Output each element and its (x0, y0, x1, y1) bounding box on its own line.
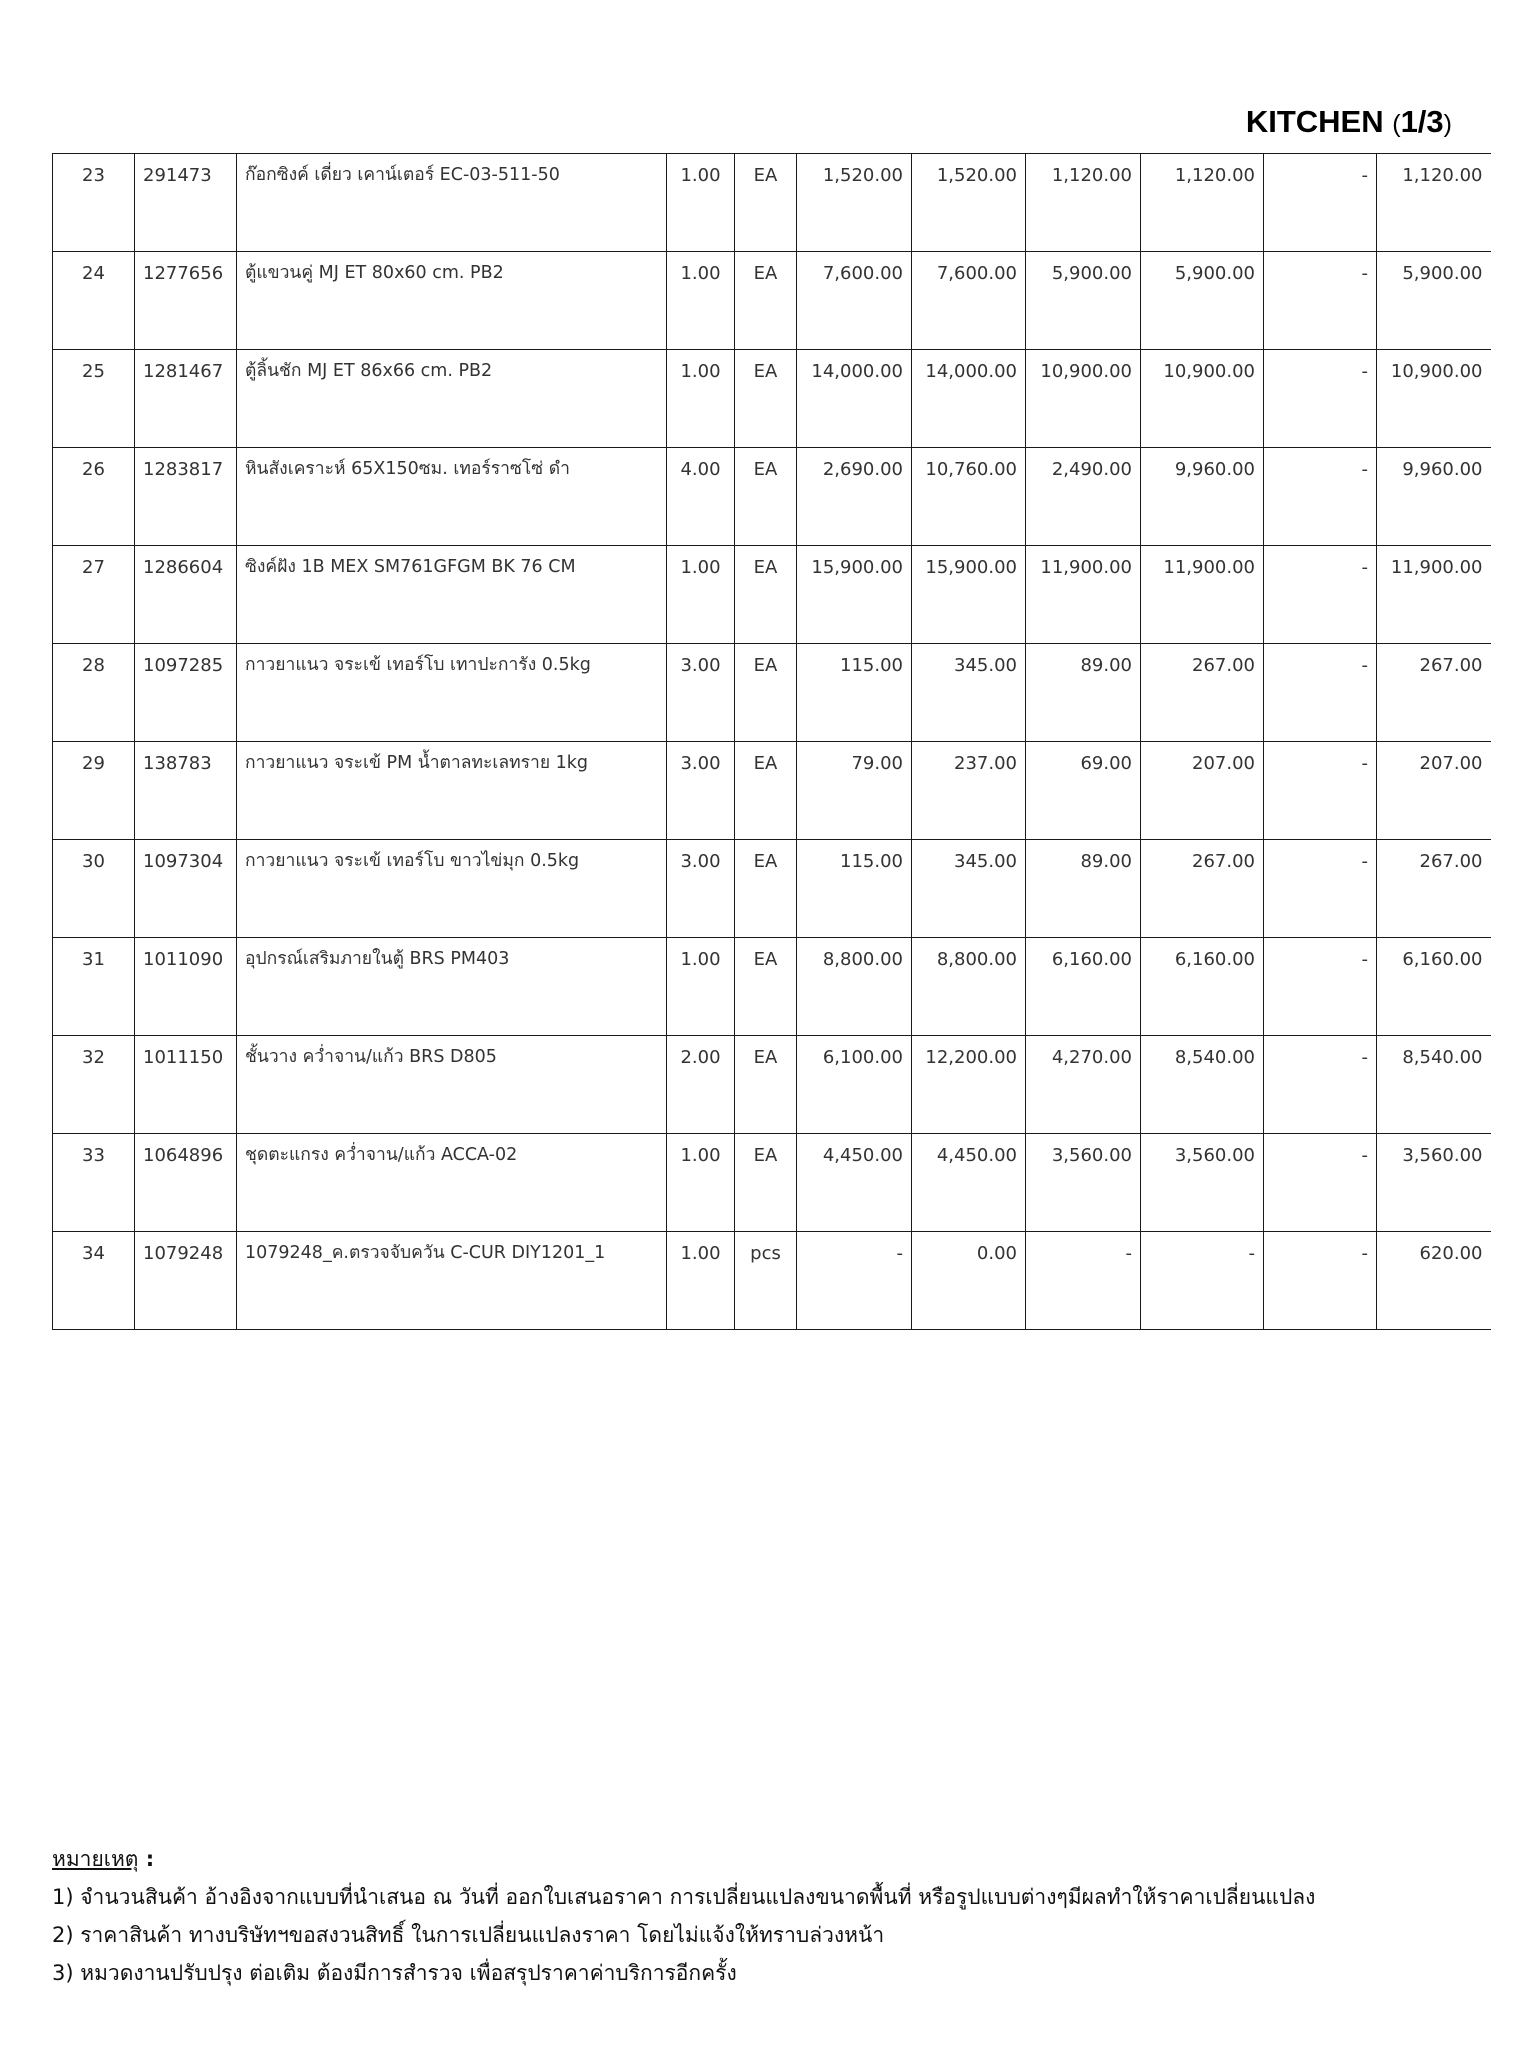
item-code-cell: 1283817 (135, 448, 237, 546)
item-unit-cell: EA (735, 448, 797, 546)
total-price-cell: 345.00 (912, 840, 1026, 938)
net-amount-cell: 267.00 (1377, 840, 1491, 938)
item-code-cell: 1011150 (135, 1036, 237, 1134)
net-amount-cell: 1,120.00 (1377, 154, 1491, 252)
total-price-cell: 10,760.00 (912, 448, 1026, 546)
total-price-cell: 237.00 (912, 742, 1026, 840)
row-number-cell: 31 (53, 938, 135, 1036)
item-quantity-cell: 1.00 (667, 1232, 735, 1330)
item-unit-cell: EA (735, 1134, 797, 1232)
item-unit-cell: EA (735, 644, 797, 742)
item-description-cell: ชุดตะแกรง คว่ำจาน/แก้ว ACCA-02 (237, 1134, 667, 1232)
discounted-total-cell: 10,900.00 (1141, 350, 1264, 448)
item-code-cell: 138783 (135, 742, 237, 840)
item-unit-cell: EA (735, 1036, 797, 1134)
title-paren-open: ( (1392, 110, 1401, 138)
discounted-total-cell: 3,560.00 (1141, 1134, 1264, 1232)
extra-amount-cell: - (1264, 938, 1377, 1036)
item-description-cell: ชั้นวาง คว่ำจาน/แก้ว BRS D805 (237, 1036, 667, 1134)
discounted-unit-price-cell: - (1026, 1232, 1141, 1330)
table-row (53, 1232, 1491, 1330)
discounted-unit-price-cell: 69.00 (1026, 742, 1141, 840)
net-amount-cell: 620.00 (1377, 1232, 1491, 1330)
table-body (53, 154, 1491, 1330)
row-number-cell: 23 (53, 154, 135, 252)
table-row (53, 1134, 1491, 1232)
item-description-cell: หินสังเคราะห์ 65X150ซม. เทอร์ราซโซ่ ดำ (237, 448, 667, 546)
extra-amount-cell: - (1264, 1036, 1377, 1134)
unit-price-cell: 4,450.00 (797, 1134, 912, 1232)
item-code-cell: 1011090 (135, 938, 237, 1036)
extra-amount-cell: - (1264, 742, 1377, 840)
notes-heading (52, 1840, 1315, 1878)
discounted-total-cell: 1,120.00 (1141, 154, 1264, 252)
unit-price-cell: 115.00 (797, 840, 912, 938)
extra-amount-cell: - (1264, 840, 1377, 938)
item-description-cell: อุปกรณ์เสริมภายในตู้ BRS PM403 (237, 938, 667, 1036)
table-row (53, 938, 1491, 1036)
total-price-cell: 15,900.00 (912, 546, 1026, 644)
item-unit-cell: EA (735, 840, 797, 938)
extra-amount-cell: - (1264, 154, 1377, 252)
note-item: 3) หมวดงานปรับปรุง ต่อเติม ต้องมีการสำรวจ เพื่อสรุปราคาค่าบริการอีกครั้ง (52, 1961, 737, 1985)
row-number-cell: 33 (53, 1134, 135, 1232)
item-code-cell: 1064896 (135, 1134, 237, 1232)
total-price-cell: 4,450.00 (912, 1134, 1026, 1232)
item-quantity-cell: 1.00 (667, 938, 735, 1036)
discounted-total-cell: 6,160.00 (1141, 938, 1264, 1036)
item-description-cell: 1079248_ค.ตรวจจับควัน C-CUR DIY1201_1 (237, 1232, 667, 1330)
row-number-cell: 29 (53, 742, 135, 840)
net-amount-cell: 3,560.00 (1377, 1134, 1491, 1232)
item-quantity-cell: 1.00 (667, 546, 735, 644)
item-code-cell: 1079248 (135, 1232, 237, 1330)
row-number-cell: 28 (53, 644, 135, 742)
extra-amount-cell: - (1264, 546, 1377, 644)
net-amount-cell: 267.00 (1377, 644, 1491, 742)
unit-price-cell: 6,100.00 (797, 1036, 912, 1134)
total-price-cell: 14,000.00 (912, 350, 1026, 448)
net-amount-cell: 6,160.00 (1377, 938, 1491, 1036)
extra-amount-cell: - (1264, 1134, 1377, 1232)
row-number-cell: 25 (53, 350, 135, 448)
table-row (53, 742, 1491, 840)
discounted-unit-price-cell: 4,270.00 (1026, 1036, 1141, 1134)
table-row (53, 350, 1491, 448)
item-description-cell: ตู้แขวนคู่ MJ ET 80x60 cm. PB2 (237, 252, 667, 350)
item-quantity-cell: 1.00 (667, 350, 735, 448)
discounted-total-cell: 207.00 (1141, 742, 1264, 840)
net-amount-cell: 10,900.00 (1377, 350, 1491, 448)
net-amount-cell: 8,540.00 (1377, 1036, 1491, 1134)
item-unit-cell: EA (735, 742, 797, 840)
row-number-cell: 26 (53, 448, 135, 546)
extra-amount-cell: - (1264, 1232, 1377, 1330)
notes-section (52, 1840, 1315, 1992)
unit-price-cell: 79.00 (797, 742, 912, 840)
discounted-unit-price-cell: 11,900.00 (1026, 546, 1141, 644)
discounted-unit-price-cell: 89.00 (1026, 644, 1141, 742)
item-quantity-cell: 1.00 (667, 154, 735, 252)
discounted-unit-price-cell: 10,900.00 (1026, 350, 1141, 448)
item-quantity-cell: 3.00 (667, 742, 735, 840)
item-quantity-cell: 1.00 (667, 252, 735, 350)
total-price-cell: 12,200.00 (912, 1036, 1026, 1134)
item-description-cell: กาวยาแนว จระเข้ เทอร์โบ ขาวไข่มุก 0.5kg (237, 840, 667, 938)
extra-amount-cell: - (1264, 350, 1377, 448)
discounted-unit-price-cell: 5,900.00 (1026, 252, 1141, 350)
discounted-total-cell: 9,960.00 (1141, 448, 1264, 546)
item-unit-cell: EA (735, 252, 797, 350)
item-unit-cell: EA (735, 154, 797, 252)
table-row (53, 644, 1491, 742)
discounted-unit-price-cell: 89.00 (1026, 840, 1141, 938)
total-price-cell: 1,520.00 (912, 154, 1026, 252)
title-page-number: 1/3 (1400, 104, 1444, 139)
item-quantity-cell: 1.00 (667, 1134, 735, 1232)
notes-colon: : (138, 1847, 155, 1871)
item-description-cell: กาวยาแนว จระเข้ PM น้ำตาลทะเลทราย 1kg (237, 742, 667, 840)
item-unit-cell: EA (735, 938, 797, 1036)
net-amount-cell: 5,900.00 (1377, 252, 1491, 350)
table-row (53, 252, 1491, 350)
discounted-total-cell: 8,540.00 (1141, 1036, 1264, 1134)
unit-price-cell: 7,600.00 (797, 252, 912, 350)
extra-amount-cell: - (1264, 644, 1377, 742)
discounted-unit-price-cell: 3,560.00 (1026, 1134, 1141, 1232)
total-price-cell: 7,600.00 (912, 252, 1026, 350)
page-title (1246, 104, 1452, 140)
item-code-cell: 1277656 (135, 252, 237, 350)
table-row (53, 1036, 1491, 1134)
unit-price-cell: 2,690.00 (797, 448, 912, 546)
discounted-unit-price-cell: 1,120.00 (1026, 154, 1141, 252)
discounted-total-cell: 5,900.00 (1141, 252, 1264, 350)
row-number-cell: 24 (53, 252, 135, 350)
net-amount-cell: 11,900.00 (1377, 546, 1491, 644)
item-quantity-cell: 4.00 (667, 448, 735, 546)
item-code-cell: 1097285 (135, 644, 237, 742)
table-row (53, 448, 1491, 546)
unit-price-cell: 115.00 (797, 644, 912, 742)
total-price-cell: 345.00 (912, 644, 1026, 742)
item-quantity-cell: 3.00 (667, 644, 735, 742)
total-price-cell: 0.00 (912, 1232, 1026, 1330)
unit-price-cell: 1,520.00 (797, 154, 912, 252)
table-row (53, 840, 1491, 938)
item-description-cell: ซิงค์ฝัง 1B MEX SM761GFGM BK 76 CM (237, 546, 667, 644)
discounted-total-cell: 267.00 (1141, 840, 1264, 938)
discounted-total-cell: 267.00 (1141, 644, 1264, 742)
item-unit-cell: pcs (735, 1232, 797, 1330)
item-unit-cell: EA (735, 350, 797, 448)
unit-price-cell: 15,900.00 (797, 546, 912, 644)
item-code-cell: 1286604 (135, 546, 237, 644)
table-row (53, 546, 1491, 644)
unit-price-cell: 8,800.00 (797, 938, 912, 1036)
discounted-total-cell: - (1141, 1232, 1264, 1330)
note-item: 1) จำนวนสินค้า อ้างอิงจากแบบที่นำเสนอ ณ วันที่ ออกใบเสนอราคา การเปลี่ยนแปลงขนาดพื้นที่ หรือรูปแบบต่างๆมีผลทำให้ราคาเปลี่ยนแปลง (52, 1885, 1316, 1909)
item-unit-cell: EA (735, 546, 797, 644)
notes-title: หมายเหตุ (52, 1847, 139, 1871)
item-description-cell: กาวยาแนว จระเข้ เทอร์โบ เทาปะการัง 0.5kg (237, 644, 667, 742)
extra-amount-cell: - (1264, 448, 1377, 546)
discounted-unit-price-cell: 2,490.00 (1026, 448, 1141, 546)
title-main: KITCHEN (1245, 104, 1384, 139)
net-amount-cell: 207.00 (1377, 742, 1491, 840)
item-quantity-cell: 2.00 (667, 1036, 735, 1134)
item-description-cell: ตู้ลิ้นชัก MJ ET 86x66 cm. PB2 (237, 350, 667, 448)
items-table (52, 153, 1491, 1330)
title-paren-close: ) (1443, 110, 1452, 138)
discounted-total-cell: 11,900.00 (1141, 546, 1264, 644)
item-quantity-cell: 3.00 (667, 840, 735, 938)
extra-amount-cell: - (1264, 252, 1377, 350)
unit-price-cell: 14,000.00 (797, 350, 912, 448)
note-item: 2) ราคาสินค้า ทางบริษัทฯขอสงวนสิทธิ์ ในการเปลี่ยนแปลงราคา โดยไม่แจ้งให้ทราบล่วงหน้า (52, 1923, 885, 1947)
discounted-unit-price-cell: 6,160.00 (1026, 938, 1141, 1036)
item-description-cell: ก๊อกซิงค์ เดี่ยว เคาน์เตอร์ EC-03-511-50 (237, 154, 667, 252)
row-number-cell: 32 (53, 1036, 135, 1134)
item-code-cell: 1097304 (135, 840, 237, 938)
total-price-cell: 8,800.00 (912, 938, 1026, 1036)
unit-price-cell: - (797, 1232, 912, 1330)
row-number-cell: 30 (53, 840, 135, 938)
item-code-cell: 291473 (135, 154, 237, 252)
net-amount-cell: 9,960.00 (1377, 448, 1491, 546)
item-code-cell: 1281467 (135, 350, 237, 448)
row-number-cell: 34 (53, 1232, 135, 1330)
row-number-cell: 27 (53, 546, 135, 644)
table-row (53, 154, 1491, 252)
